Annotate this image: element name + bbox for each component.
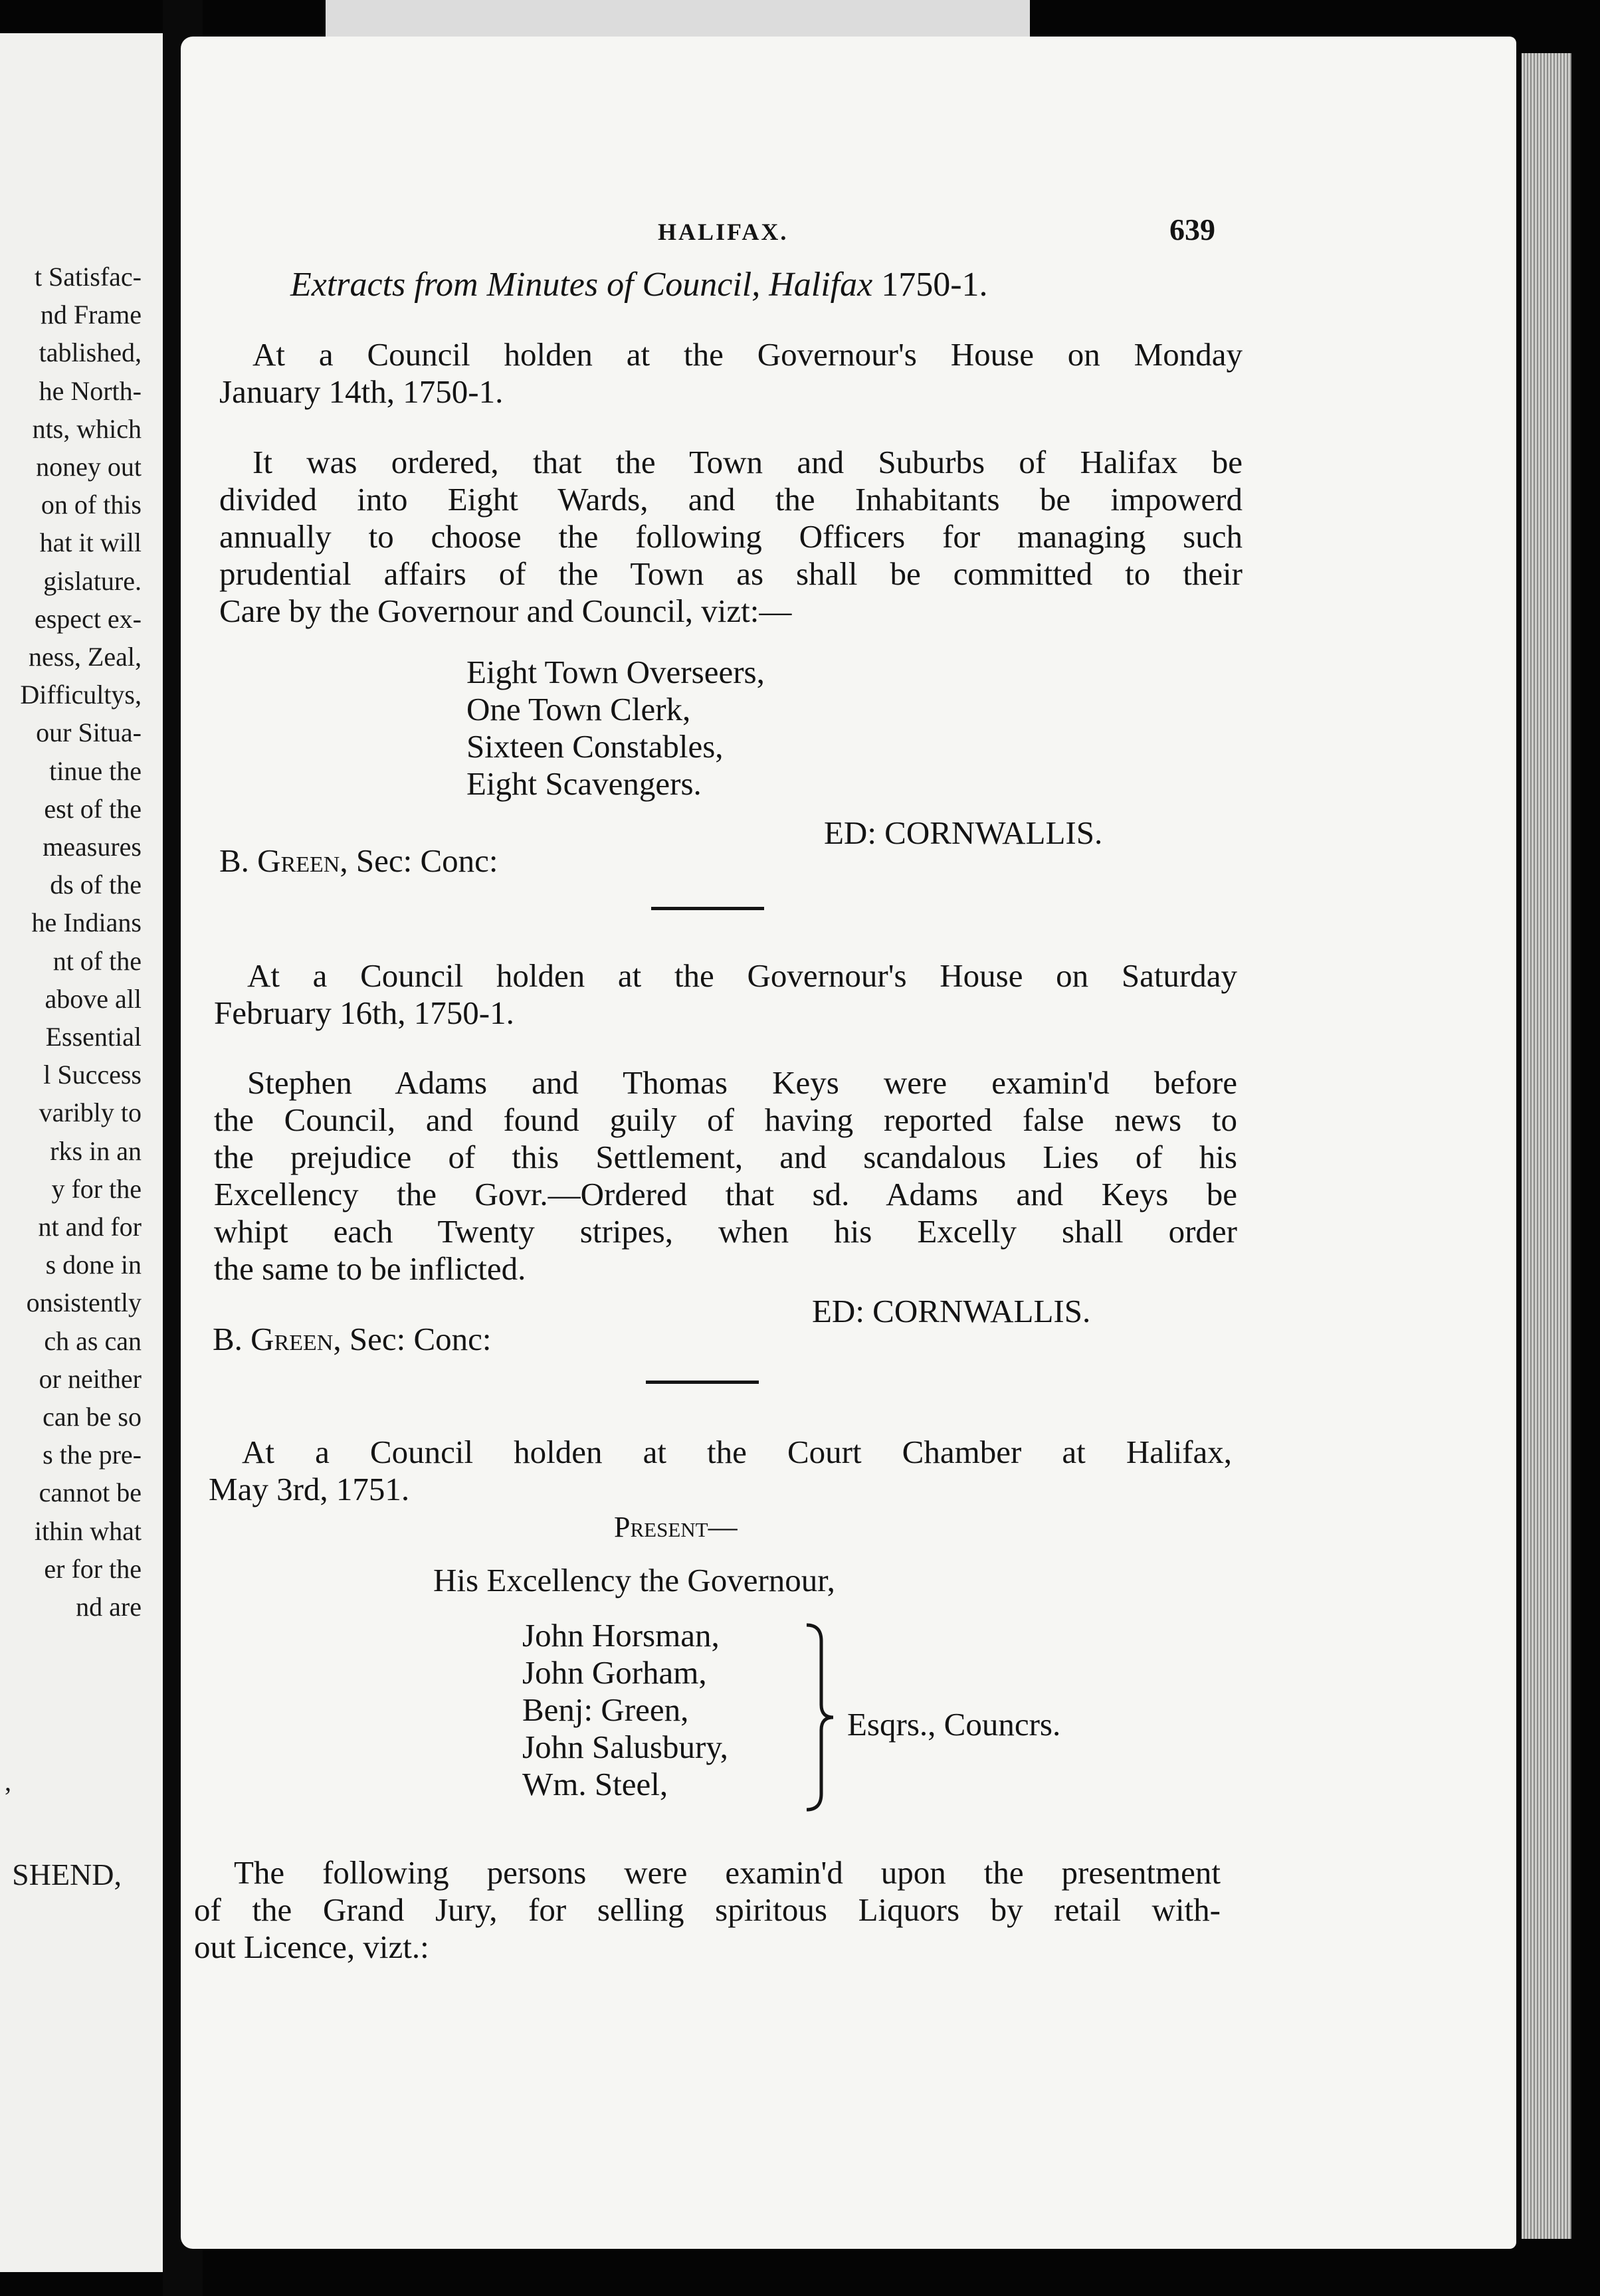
officer-item: Eight Town Overseers, (466, 654, 765, 690)
previous-page-fragment (0, 33, 163, 2272)
secretary-name: B. Green, (213, 1321, 342, 1357)
section2-body-line-6: the same to be inflicted. (214, 1250, 526, 1287)
section2-body-line-5: whipt each Twenty stripes, when his Excelly shall order (214, 1213, 1237, 1250)
section3-intro-line-1: At a Council holden at the Court Chamber at Halifax, (242, 1434, 1232, 1470)
section1-intro-line-2: January 14th, 1750-1. (219, 373, 504, 410)
document-title (290, 266, 988, 304)
present-label: Present— (614, 1511, 738, 1543)
previous-page-line: measures (43, 832, 142, 862)
section1-secretary (219, 842, 498, 880)
councillor-name: Benj: Green, (522, 1691, 689, 1728)
previous-page-line: nt of the (52, 946, 142, 976)
title-year: 1750-1. (881, 266, 988, 304)
closing-line-1: The following persons were examin'd upon the presentment (234, 1854, 1221, 1891)
previous-page-line: noney out (36, 452, 142, 482)
previous-page-line: or neither (39, 1364, 142, 1394)
section1-body-line-3: annually to choose the following Officers for managing such (219, 518, 1243, 555)
section2-body-line-1: Stephen Adams and Thomas Keys were examin'd before (247, 1064, 1237, 1101)
section2-intro-line-1: At a Council holden at the Governour's House on Saturday (247, 957, 1237, 994)
section1-body-line-4: prudential affairs of the Town as shall be committed to their (219, 555, 1243, 592)
previous-page-line: cannot be (39, 1478, 142, 1507)
previous-page-line: can be so (43, 1402, 142, 1432)
previous-page-line: Essential (45, 1022, 142, 1052)
previous-page-line: varibly to (39, 1098, 142, 1127)
previous-page-line: above all (45, 984, 142, 1014)
section2-body-line-2: the Council, and found guily of having reported false news to (214, 1101, 1237, 1138)
previous-page-line: nd are (76, 1592, 142, 1622)
title-text: Extracts from Minutes of Council, Halifax (290, 266, 873, 304)
previous-page-line: ness, Zeal, (29, 642, 142, 672)
section2-signature: ED: CORNWALLIS. (812, 1293, 1091, 1329)
section2-body-line-3: the prejudice of this Settlement, and scandalous Lies of his (214, 1139, 1237, 1175)
previous-page-line: gislature. (43, 566, 142, 596)
running-head: HALIFAX. (658, 219, 789, 245)
officer-item: One Town Clerk, (466, 691, 691, 727)
section1-body-line-5: Care by the Governour and Council, vizt:— (219, 593, 792, 629)
councillor-name: Wm. Steel, (522, 1766, 668, 1802)
section2-secretary (213, 1320, 492, 1359)
previous-page-mark: , (5, 1767, 11, 1796)
previous-page-line: s the pre- (43, 1440, 142, 1470)
previous-page-line: espect ex- (34, 604, 142, 634)
page-number: 639 (1169, 213, 1215, 246)
section2-intro-line-2: February 16th, 1750-1. (214, 995, 514, 1031)
secretary-name: B. Green, (219, 842, 348, 879)
previous-page-line: nts, which (32, 414, 142, 444)
previous-page-line: onsistently (26, 1288, 142, 1317)
section1-body-line-2: divided into Eight Wards, and the Inhabitants be impowerd (219, 481, 1243, 518)
section-divider (646, 1381, 759, 1384)
governor-line: His Excellency the Governour, (433, 1562, 835, 1598)
secretary-title: Sec: Conc: (349, 1321, 492, 1357)
previous-page-line: our Situa- (36, 718, 142, 747)
section3-intro-line-2: May 3rd, 1751. (209, 1471, 410, 1507)
section-divider (651, 907, 764, 910)
previous-page-line: tinue the (49, 756, 142, 786)
previous-page-line: rks in an (50, 1136, 142, 1166)
previous-page-line: nt and for (38, 1212, 142, 1242)
section1-intro-line-1: At a Council holden at the Governour's House on Monday (252, 336, 1243, 373)
previous-page-line: er for the (44, 1554, 142, 1584)
previous-page-line: hat it will (39, 527, 142, 557)
previous-page-line: est of the (44, 794, 142, 824)
closing-line-3: out Licence, vizt.: (194, 1929, 429, 1965)
section1-signature: ED: CORNWALLIS. (824, 814, 1103, 851)
closing-line-2: of the Grand Jury, for selling spiritous Liquors by retail with- (194, 1891, 1221, 1928)
secretary-title: Sec: Conc: (355, 842, 498, 879)
page-stack-edge (1522, 53, 1571, 2239)
previous-page-line: ds of the (50, 870, 142, 900)
previous-page-line: nd Frame (40, 300, 142, 330)
previous-page-line: on of this (41, 490, 142, 520)
previous-page-line: l Success (43, 1060, 142, 1090)
officer-item: Sixteen Constables, (466, 728, 724, 765)
previous-page-line: t Satisfac- (34, 262, 142, 292)
councillor-name: John Horsman, (522, 1617, 720, 1654)
previous-page-line: Difficultys, (20, 680, 142, 710)
previous-page-line: tablished, (39, 337, 142, 367)
officer-item: Eight Scavengers. (466, 765, 702, 802)
previous-page-line: y for the (51, 1174, 142, 1204)
councillors-title: Esqrs., Councrs. (847, 1706, 1061, 1743)
section2-body-line-4: Excellency the Govr.—Ordered that sd. Adams and Keys be (214, 1176, 1237, 1212)
previous-page-line: s done in (45, 1250, 142, 1280)
councillor-name: John Gorham, (522, 1654, 707, 1691)
councillor-brace (801, 1621, 841, 1814)
previous-page-line: ch as can (44, 1326, 142, 1356)
previous-page-line: ithin what (34, 1516, 142, 1546)
previous-page-signature: SHEND, (12, 1858, 122, 1891)
previous-page-line: he North- (39, 376, 142, 406)
book-page (181, 37, 1516, 2249)
section1-body-line-1: It was ordered, that the Town and Suburbs of Halifax be (252, 444, 1243, 480)
previous-page-line: he Indians (31, 908, 142, 937)
councillor-name: John Salusbury, (522, 1729, 728, 1765)
